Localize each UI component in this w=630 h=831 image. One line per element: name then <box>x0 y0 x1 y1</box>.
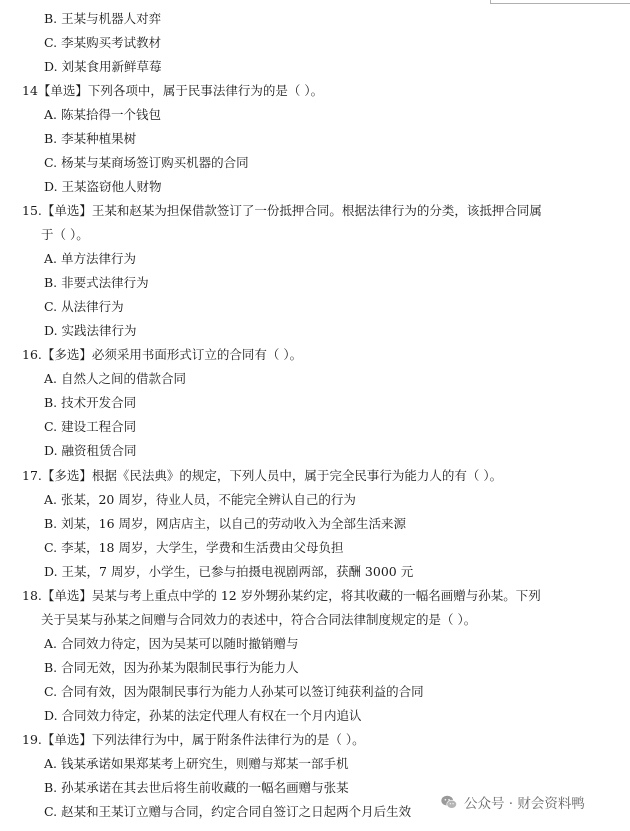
q14-option-a: A. 陈某拾得一个钱包 <box>44 107 161 122</box>
watermark-text: 公众号 · 财会资料鸭 <box>464 796 585 812</box>
q17-stem: 17.【多选】根据《民法典》的规定，下列人员中，属于完全民事行为能力人的有（ ）。 <box>22 468 503 483</box>
wechat-icon <box>440 793 458 811</box>
q18-option-d: D. 合同效力待定，孙某的法定代理人有权在一个月内追认 <box>44 708 362 723</box>
q16-stem: 16.【多选】必须采用书面形式订立的合同有（ ）。 <box>22 347 303 362</box>
wechat-watermark <box>440 792 585 812</box>
q16-option-d: D. 融资租赁合同 <box>44 443 137 458</box>
q13-option-b: B. 王某与机器人对弈 <box>44 11 162 26</box>
q19-option-a: A. 钱某承诺如果郑某考上研究生，则赠与郑某一部手机 <box>44 756 349 771</box>
page-top-rule-tick <box>490 0 491 4</box>
q15-option-c: C. 从法律行为 <box>44 299 124 314</box>
q18-option-a: A. 合同效力待定，因为吴某可以随时撤销赠与 <box>44 636 299 651</box>
q17-option-b: B. 刘某，16 周岁，网店店主，以自己的劳动收入为全部生活来源 <box>44 516 407 531</box>
q18-stem-continued: 关于吴某与孙某之间赠与合同效力的表述中，符合合同法律制度规定的是（ ）。 <box>41 612 477 627</box>
q16-option-a: A. 自然人之间的借款合同 <box>44 371 186 386</box>
q18-option-b: B. 合同无效，因为孙某为限制民事行为能力人 <box>44 660 299 675</box>
q19-stem: 19.【单选】下列法律行为中，属于附条件法律行为的是（ ）。 <box>22 732 365 747</box>
page-top-rule <box>490 0 630 4</box>
q14-option-d: D. 王某盗窃他人财物 <box>44 179 162 194</box>
q13-option-c: C. 李某购买考试教材 <box>44 35 162 50</box>
q19-option-b: B. 孙某承诺在其去世后将生前收藏的一幅名画赠与张某 <box>44 780 349 795</box>
q14-option-c: C. 杨某与某商场签订购买机器的合同 <box>44 155 249 170</box>
q14-stem: 14【单选】下列各项中，属于民事法律行为的是（ ）。 <box>22 83 324 98</box>
q15-stem: 15.【单选】王某和赵某为担保借款签订了一份抵押合同。根据法律行为的分类，该抵押合同属 <box>22 203 542 218</box>
q15-stem-continued: 于（ ）。 <box>41 227 89 242</box>
q19-option-c: C. 赵某和王某订立赠与合同，约定合同自签订之日起两个月后生效 <box>44 804 412 819</box>
q17-option-d: D. 王某，7 周岁，小学生，已参与拍摄电视剧两部，获酬 3000 元 <box>44 564 414 579</box>
q18-option-c: C. 合同有效，因为限制民事行为能力人孙某可以签订纯获利益的合同 <box>44 684 424 699</box>
q15-option-a: A. 单方法律行为 <box>44 251 136 266</box>
q17-option-a: A. 张某，20 周岁，待业人员，不能完全辨认自己的行为 <box>44 492 356 507</box>
q16-option-b: B. 技术开发合同 <box>44 395 137 410</box>
q16-option-c: C. 建设工程合同 <box>44 419 137 434</box>
q17-option-c: C. 李某，18 周岁，大学生，学费和生活费由父母负担 <box>44 540 344 555</box>
q15-option-b: B. 非要式法律行为 <box>44 275 149 290</box>
q15-option-d: D. 实践法律行为 <box>44 323 137 338</box>
q18-stem: 18.【单选】吴某与考上重点中学的 12 岁外甥孙某约定，将其收藏的一幅名画赠与孙某。下列 <box>22 588 541 603</box>
q14-option-b: B. 李某种植果树 <box>44 131 137 146</box>
q13-option-d: D. 刘某食用新鲜草莓 <box>44 59 162 74</box>
